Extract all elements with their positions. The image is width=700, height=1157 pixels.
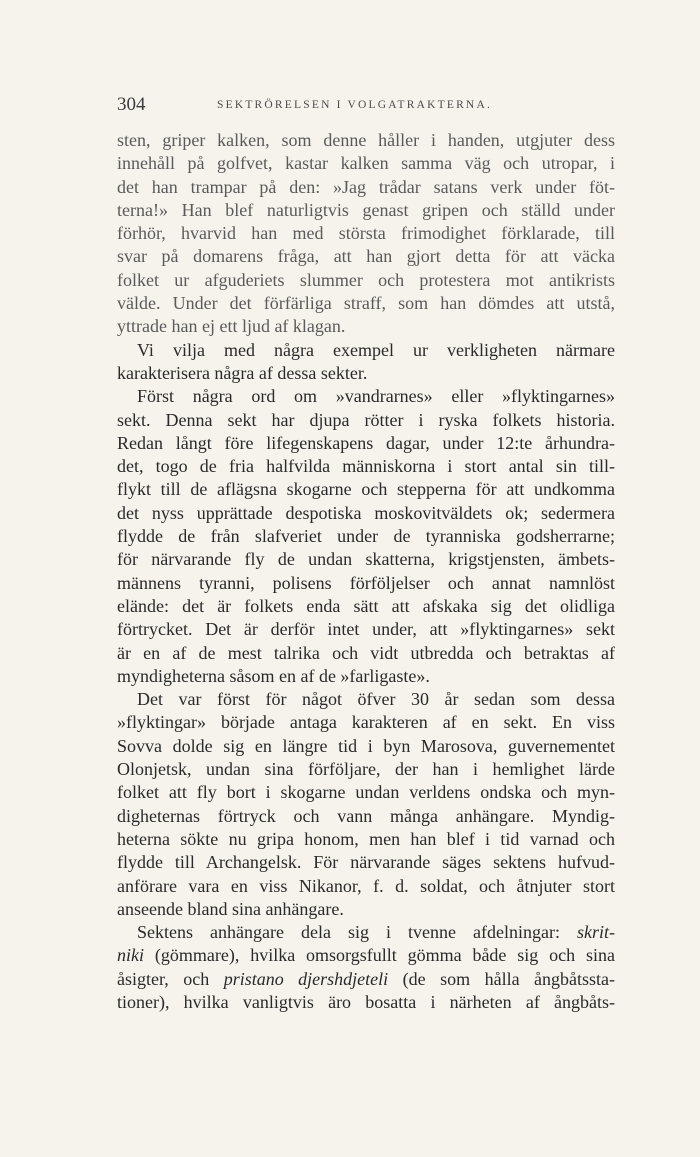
text-line <box>117 828 615 851</box>
text-line <box>117 478 615 501</box>
line-text: flydde de från slafveriet under de tyranniska godsherrarne; <box>117 526 615 547</box>
text-line <box>117 502 615 525</box>
text-line <box>117 758 615 781</box>
line-text: det han trampar på den: »Jag trådar satans verk under föt- <box>117 176 615 197</box>
text-line <box>117 711 615 734</box>
text-line <box>117 805 615 828</box>
line-text: karakterisera några af dessa sekter. <box>117 362 368 383</box>
text-line <box>117 665 615 688</box>
line-text: är en af de mest talrika och vidt utbredda och betraktas af <box>117 642 615 663</box>
text-line <box>117 688 615 711</box>
text-line <box>117 642 615 665</box>
italic-term: pristano djershdjeteli <box>223 968 389 989</box>
text-line <box>117 269 615 292</box>
text-line <box>117 875 615 898</box>
line-text: förhör, hvarvid han med största frimodighet förklarade, till <box>117 223 615 244</box>
text-line <box>117 944 615 967</box>
text-line <box>117 222 615 245</box>
running-title: SEKTRÖRELSEN I VOLGATRAKTERNA. <box>217 99 493 111</box>
line-text: Vi vilja med några exempel ur verkligheten närmare <box>137 339 615 360</box>
line-text: anseende bland sina anhängare. <box>117 898 344 919</box>
line-text: svar på domarens fråga, att han gjort detta för att väcka <box>117 246 615 267</box>
text-line <box>117 572 615 595</box>
line-text: anförare vara en viss Nikanor, f. d. soldat, och åtnjuter stort <box>117 875 615 896</box>
text-line <box>117 991 615 1014</box>
italic-term: skrit- <box>577 922 616 943</box>
text-line <box>117 152 615 175</box>
text-line <box>117 362 615 385</box>
line-text: sekt. Denna sekt har djupa rötter i ryska folkets historia. <box>117 409 615 430</box>
text-line <box>117 292 615 315</box>
text-line <box>117 898 615 921</box>
line-text: flydde till Archangelsk. För närvarande säges sektens hufvud- <box>117 852 615 873</box>
line-text: Det var först för något öfver 30 år sedan som dessa <box>137 689 615 710</box>
line-text: Först några ord om »vandrarnes» eller »flyktingarnes» <box>137 386 615 407</box>
line-text: flykt till de aflägsna skogarne och stepperna för att undkomma <box>117 479 615 500</box>
line-text: åsigter, och <box>117 968 224 989</box>
page-header <box>117 94 615 118</box>
line-text: elände: det är folkets enda sätt att afskaka sig det olidliga <box>117 595 615 616</box>
line-text: det, togo de fria halfvilda människorna i stort antal sin till- <box>117 456 615 477</box>
italic-term: niki <box>117 945 144 966</box>
text-line <box>117 199 615 222</box>
line-text: yttrade han ej ett ljud af klagan. <box>117 316 346 337</box>
text-line <box>117 385 615 408</box>
line-text: tioner), hvilka vanligtvis äro bosatta i närheten af ångbåts- <box>117 991 615 1012</box>
line-text: välde. Under det förfärliga straff, som han dömdes att utstå, <box>117 293 615 314</box>
line-text: Redan långt före lifegenskapens dagar, under 12:te århundra- <box>117 432 615 453</box>
line-text: förtrycket. Det är derför intet under, att »flyktingarnes» sekt <box>117 619 615 640</box>
text-line <box>117 176 615 199</box>
line-text: terna!» Han blef naturligtvis genast gripen och ställd under <box>117 199 615 220</box>
text-line <box>117 129 615 152</box>
text-line <box>117 339 615 362</box>
text-line <box>117 595 615 618</box>
text-line <box>117 432 615 455</box>
text-line <box>117 781 615 804</box>
line-text: heterna sökte nu gripa honom, men han blef i tid varnad och <box>117 828 615 849</box>
text-line <box>117 245 615 268</box>
line-text: »flyktingar» började antaga karakteren af en sekt. En viss <box>117 712 615 733</box>
text-line <box>117 968 615 991</box>
line-text: Olonjetsk, undan sina förföljare, der han i hemlighet lärde <box>117 759 615 780</box>
line-text: det nyss upprättade despotiska moskovitväldets ok; sedermera <box>117 502 615 523</box>
text-line <box>117 455 615 478</box>
line-text: männens tyranni, polisens förföljelser och annat namnlöst <box>117 572 615 593</box>
line-text: innehåll på golfvet, kastar kalken samma väg och utropar, i <box>117 153 615 174</box>
line-text: (gömmare), hvilka omsorgsfullt gömma både sig och sina <box>144 945 615 966</box>
text-line <box>117 735 615 758</box>
line-text: för närvarande fly de undan skatterna, krigstjensten, ämbets- <box>117 549 615 570</box>
line-text: myndigheterna såsom en af de »farligaste». <box>117 665 430 686</box>
line-text: sten, griper kalken, som denne håller i handen, utgjuter dess <box>117 130 615 150</box>
text-line <box>117 548 615 571</box>
text-line <box>117 618 615 641</box>
text-line <box>117 315 615 338</box>
text-line <box>117 525 615 548</box>
line-text: folket att fly bort i skogarne undan verldens ondska och myn- <box>117 782 615 803</box>
line-text: (de som hålla ångbåtssta- <box>388 968 615 989</box>
line-text: Sektens anhängare dela sig i tvenne afdelningar: <box>137 922 560 943</box>
text-line <box>117 409 615 432</box>
body-text <box>117 129 615 1014</box>
line-text: folket ur afguderiets slummer och protestera mot antikrists <box>117 269 615 290</box>
page-number: 304 <box>117 94 146 115</box>
line-text: Sovva dolde sig en längre tid i byn Marosova, guvernementet <box>117 735 615 756</box>
text-line <box>117 921 615 944</box>
text-line <box>117 851 615 874</box>
line-text: digheternas förtryck och vann många anhängare. Myndig- <box>117 805 615 826</box>
